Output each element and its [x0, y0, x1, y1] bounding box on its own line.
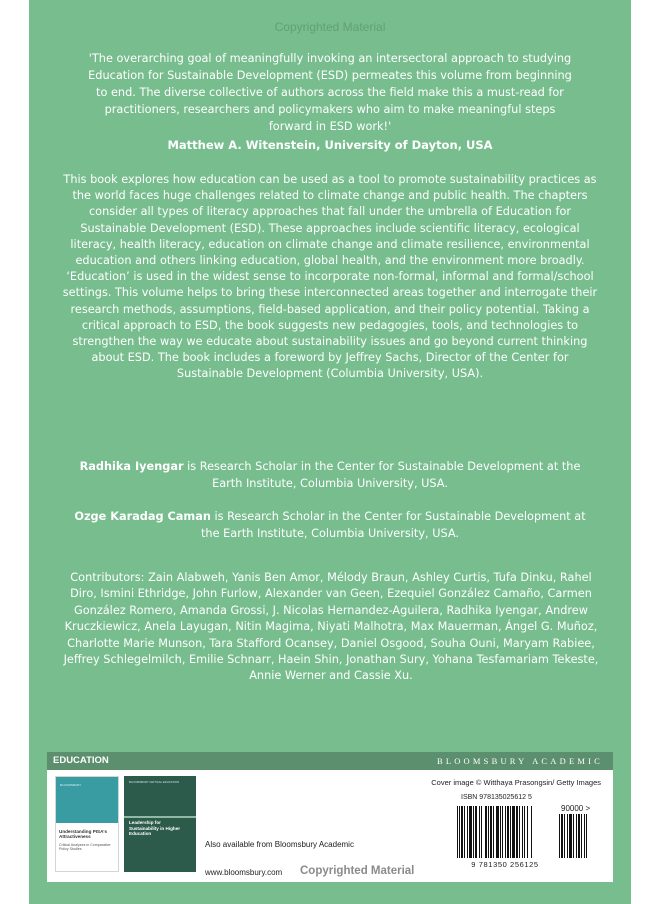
barcode-icon	[457, 806, 555, 858]
book-title: Understanding PISA's Attractiveness	[59, 829, 108, 840]
book-subtitle: Critical Analyses in Comparative Policy Studies	[59, 843, 111, 852]
endorsement-quote: 'The overarching goal of meaningfully invoking an intersectoral approach to studying Education for Sustainable Development (ESD) permeates this volume from beginning to end. The diverse collective of authors across the field make this a must-read for practitioners, researchers and policymakers who aim to make meaningful steps forward in ESD work!'	[88, 52, 572, 133]
publisher-label: BLOOMSBURY ACADEMIC	[436, 756, 603, 766]
barcode-stripe	[586, 814, 587, 858]
also-available-text: Also available from Bloomsbury Academic	[205, 840, 354, 849]
editor-name: Ozge Karadag Caman	[74, 510, 211, 523]
editor-bio	[69, 458, 591, 492]
category-label: EDUCATION	[53, 755, 109, 766]
watermark-bottom: Copyrighted Material	[300, 865, 415, 877]
barcode-stripe	[532, 806, 533, 858]
isbn-digits: 9 781350 256125	[471, 860, 539, 869]
related-book-cover	[55, 776, 119, 872]
footer-panel	[47, 752, 613, 882]
book-description: This book explores how education can be used as a tool to promote sustainability practices as the world faces huge challenges related to climate change and public health. The chapters consider all types of literacy approaches that fall under the umbrella of Education for Sustainable Development (ESD). These approaches include scientific literacy, ecological literacy, health literacy, education on climate change and climate resilience, environmental education and others linking education, global health, and the environment more broadly. ‘Education’ is used in the widest sense to incorporate non-formal, informal and formal/school settings. This volume helps to bring these interconnected areas together and interrogate their research methods, assumptions, field-based application, and their policy potential. Taking a critical approach to ESD, the book suggests new pedagogies, tools, and technologies to strengthen the way we educate about sustainability issues and go beyond current thinking about ESD. The book includes a foreword by Jeffrey Sachs, Director of the Center for Sustainable Development (Columbia University, USA).	[62, 173, 598, 381]
cover-credit: Cover image © Witthaya Prasongsin/ Getty Images	[431, 778, 601, 787]
publisher-website: www.bloomsbury.com	[205, 868, 283, 877]
book-series: BLOOMSBURY	[60, 783, 82, 787]
back-cover	[29, 0, 631, 904]
editor-name: Radhika Iyengar	[79, 460, 184, 473]
category-bar	[47, 752, 613, 770]
editor-bio-text: is Research Scholar in the Center for Sustainable Development at the Earth Institute, Columbia University, USA.	[201, 510, 586, 540]
watermark-top: Copyrighted Material	[274, 20, 386, 34]
book-stripe	[124, 816, 196, 818]
contributors-list: Contributors: Zain Alabweh, Yanis Ben Amor, Mélody Braun, Ashley Curtis, Tufa Dinku, Rahel Diro, Ismini Ethridge, John Furlow, Alexander van Geen, Ezequiel González Camaño, Carmen González Romero, Amanda Grossi, J. Nicolas Hernandez-Aguilera, Radhika Iyengar, Andrew Kruczkiewicz, Anela Layugan, Nitin Magima, Niyati Malhotra, Max Mauerman, Ángel G. Muñoz, Charlotte Marie Munson, Tara Stafford Ocansey, Daniel Osgood, Souha Ouni, Maryam Rabiee, Jeffrey Schlegelmilch, Emilie Schnarr, Haein Shin, Jonathan Sury, Yohana Tesfamariam Tekeste, Annie Werner and Cassie Xu.	[63, 571, 599, 683]
book-title: Leadership for Sustainability in Higher Education	[129, 820, 181, 837]
editor-bio	[69, 508, 591, 542]
price-code: 90000 >	[561, 804, 591, 813]
price-barcode-icon	[559, 814, 595, 858]
related-book-cover	[124, 776, 196, 872]
editor-bio-text: is Research Scholar in the Center for Sustainable Development at the Earth Institute, Columbia University, USA.	[183, 460, 581, 490]
endorsement-attribution: Matthew A. Witenstein, University of Dayton, USA	[167, 138, 493, 152]
book-series: BLOOMSBURY CRITICAL EDUCATION	[129, 780, 180, 784]
isbn-label: ISBN 978135025612 5	[461, 794, 532, 801]
book-cover-art	[56, 777, 118, 823]
isbn-barcode	[449, 790, 599, 876]
